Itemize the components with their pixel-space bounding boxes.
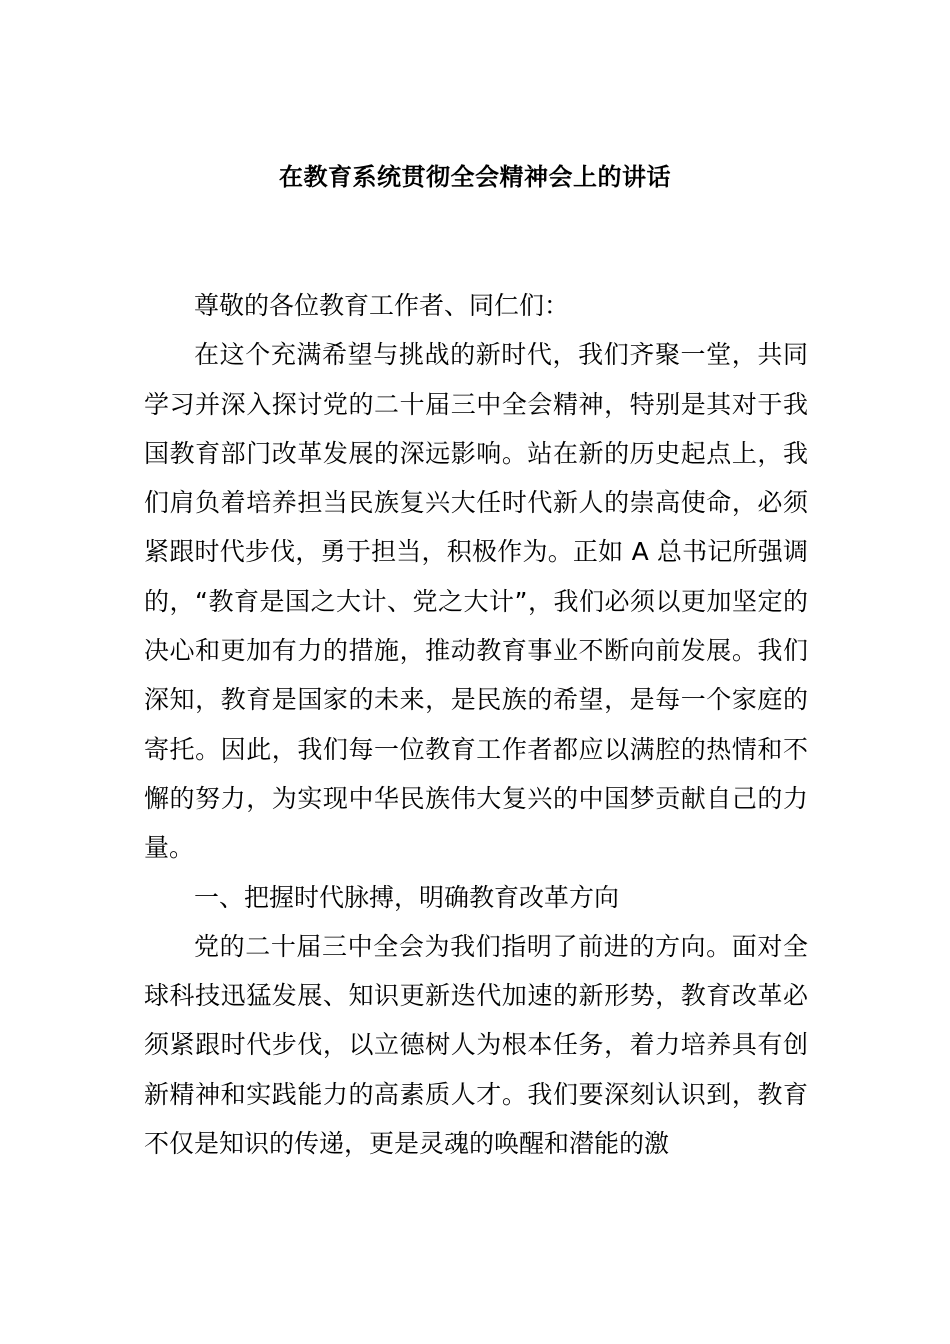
opening-paragraph: 在这个充满希望与挑战的新时代，我们齐聚一堂，共同学习并深入探讨党的二十届三中全会精神，特别是其对于我国教育部门改革发展的深远影响。站在新的历史起点上，我们肩负着培养担当民族复兴大任时代新人的崇高使命，必须紧跟时代步伐，勇于担当，积极作为。正如 A 总书记所强调的，“教育是国之大计、党之大计”，我们必须以更加坚定的决心和更加有力的措施，推动教育事业不断向前发展。我们深知，教育是国家的未来，是民族的希望，是每一个家庭的寄托。因此，我们每一位教育工作者都应以满腔的热情和不懈的努力，为实现中华民族伟大复兴的中国梦贡献自己的力量。 xyxy=(144,340,808,863)
document-title: 在教育系统贯彻全会精神会上的讲话 xyxy=(279,163,671,191)
salutation-paragraph: 尊敬的各位教育工作者、同仁们： xyxy=(194,291,570,320)
speech-body xyxy=(144,281,808,1168)
section-1-paragraph: 党的二十届三中全会为我们指明了前进的方向。面对全球科技迅猛发展、知识更新迭代加速的新形势，教育改革必须紧跟时代步伐，以立德树人为根本任务，着力培养具有创新精神和实践能力的高素质人才。我们要深刻认识到，教育不仅是知识的传递，更是灵魂的唤醒和潜能的激 xyxy=(144,931,808,1159)
section-heading-1: 一、把握时代脉搏，明确教育改革方向 xyxy=(194,882,620,912)
